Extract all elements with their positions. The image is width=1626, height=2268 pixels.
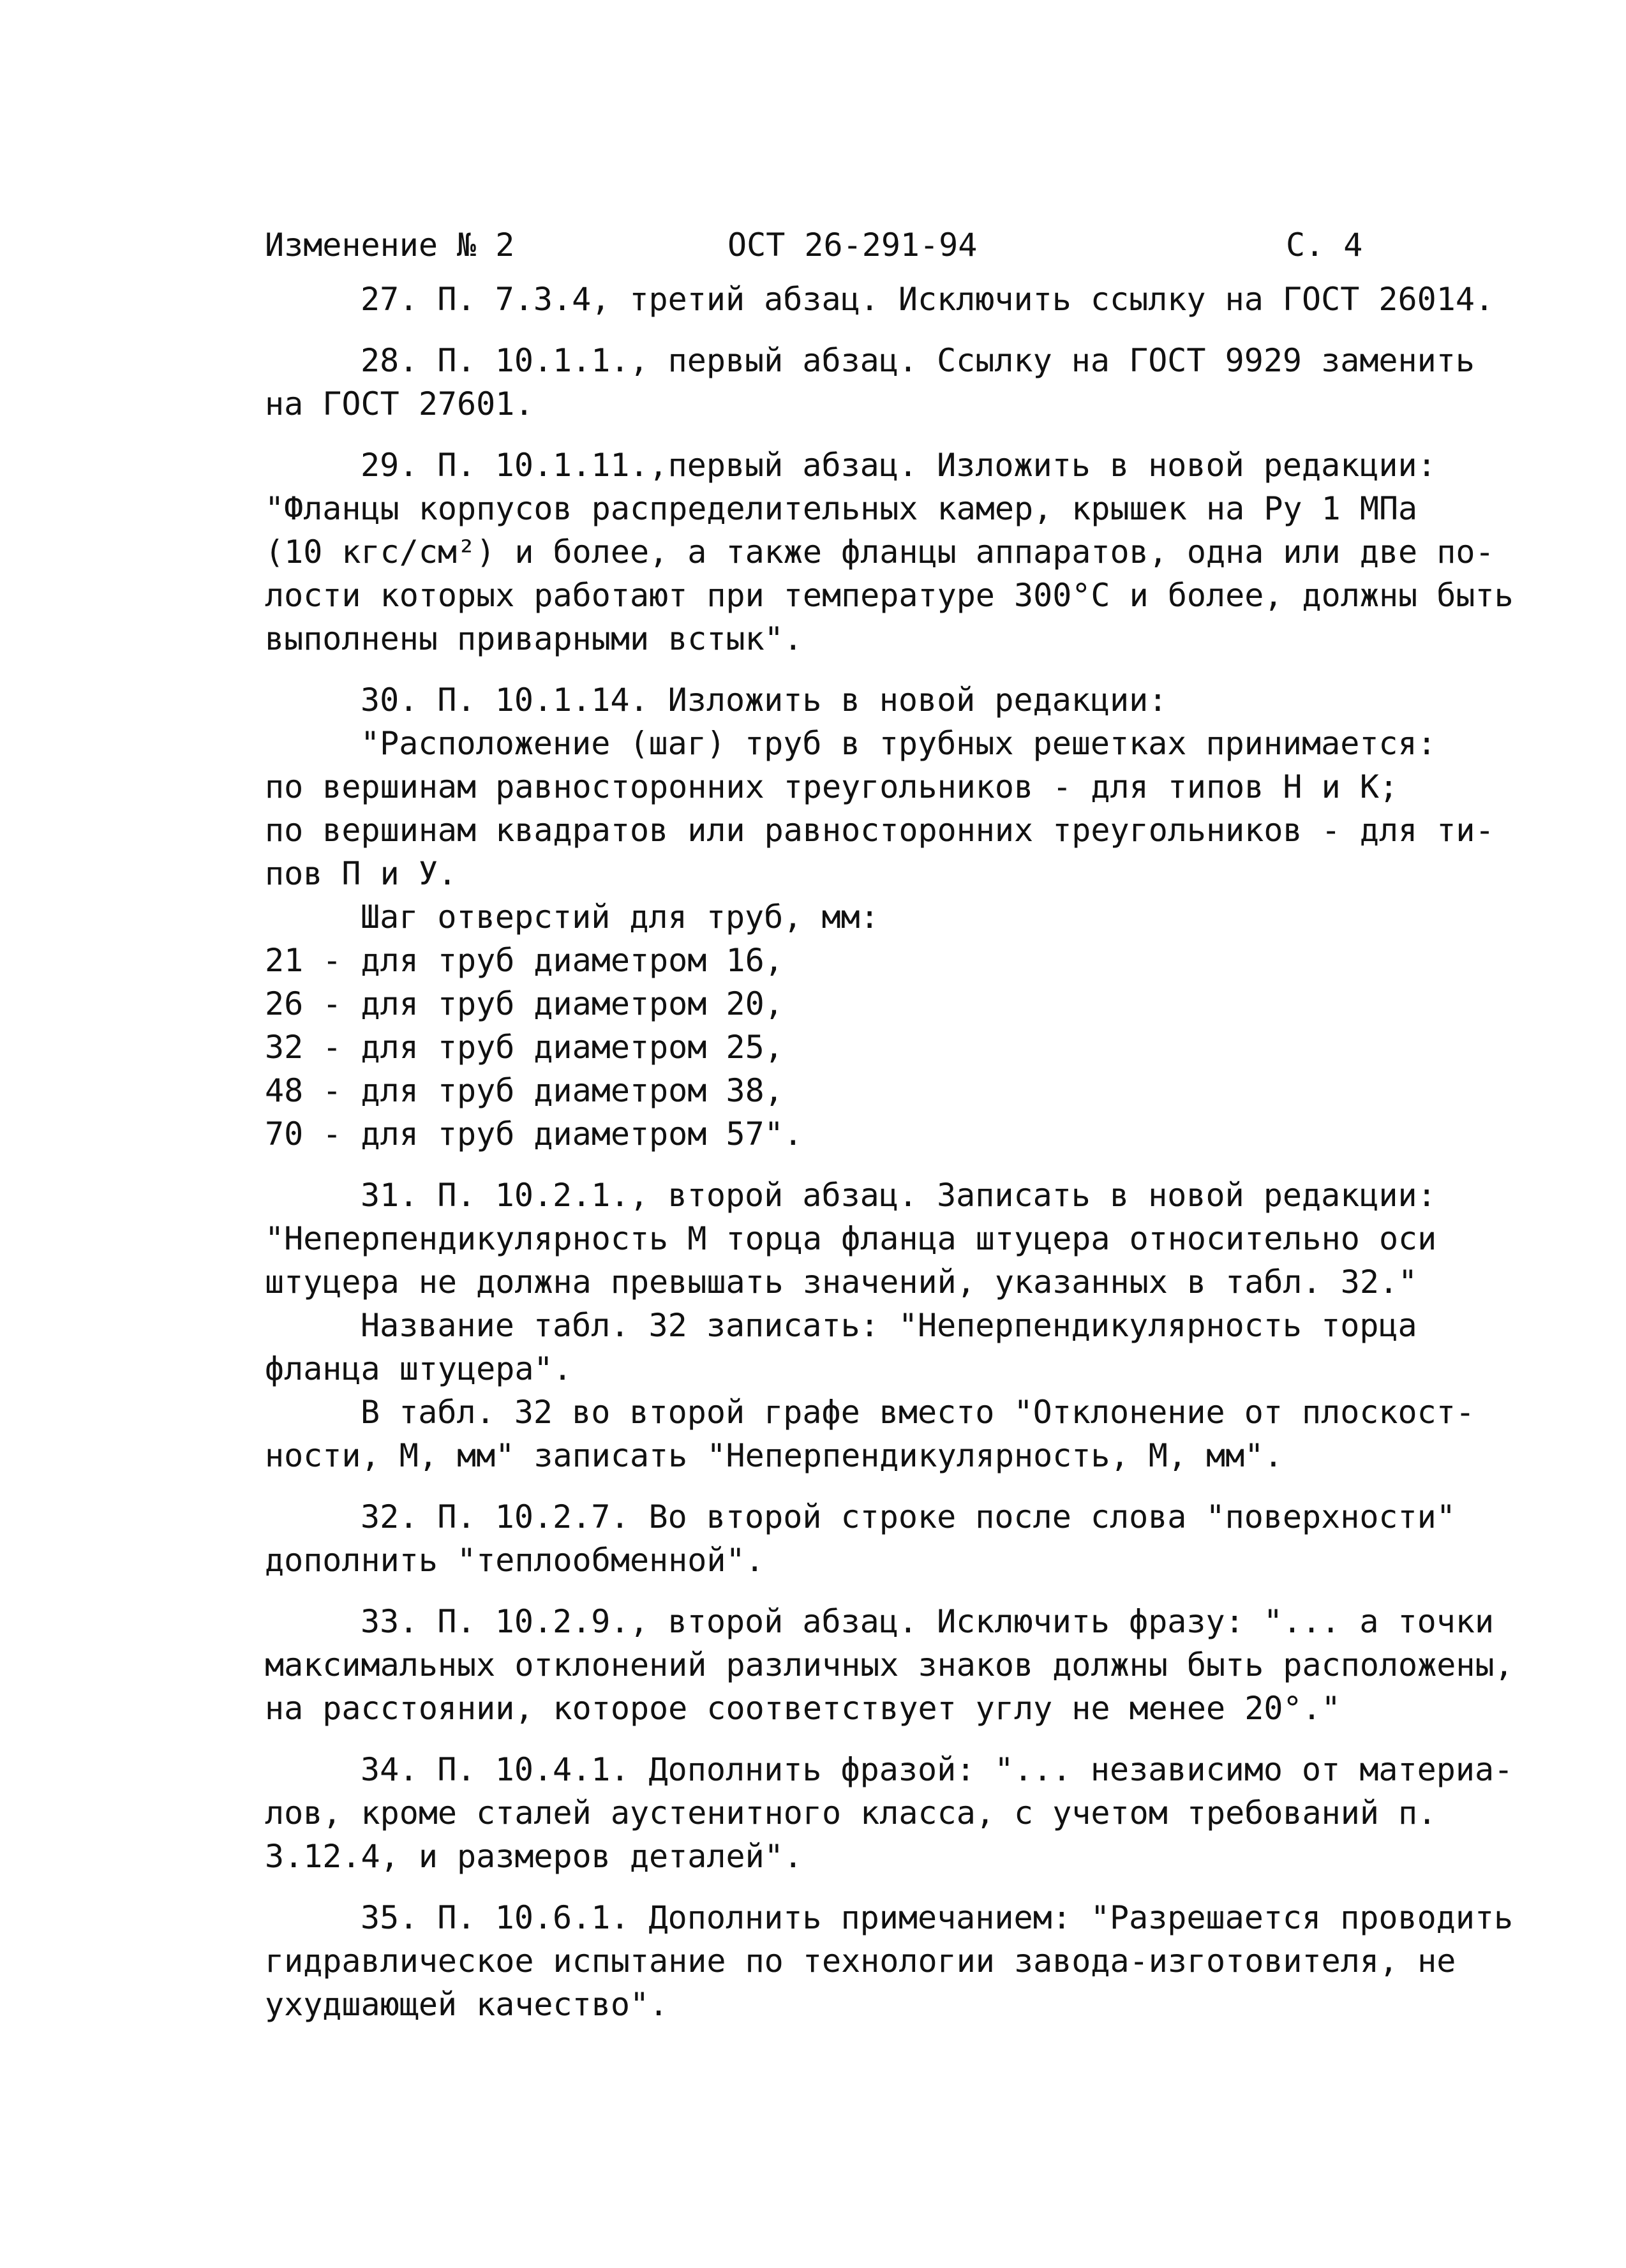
- text-line: дополнить "теплообменной".: [265, 1542, 765, 1579]
- page-number: С. 4: [1286, 227, 1363, 264]
- text-line: 27. П. 7.3.4, третий абзац. Исключить ссылку на ГОСТ 26014.: [361, 281, 1495, 318]
- text-line: 28. П. 10.1.1., первый абзац. Ссылку на ГОСТ 9929 заменить: [361, 342, 1475, 379]
- pitch-list-item: 70 - для труб диаметром 57".: [265, 1115, 803, 1153]
- text-line: лов, кроме сталей аустенитного класса, с учетом требований п.: [265, 1794, 1437, 1832]
- pitch-list-item: 21 - для труб диаметром 16,: [265, 942, 784, 979]
- amendment-number: Изменение № 2: [265, 227, 515, 264]
- text-line: фланца штуцера".: [265, 1350, 572, 1387]
- text-line: "Расположение (шаг) труб в трубных решетках принимается:: [361, 725, 1436, 762]
- pitch-list-item: 48 - для труб диаметром 38,: [265, 1072, 784, 1109]
- text-line: 31. П. 10.2.1., второй абзац. Записать в новой редакции:: [361, 1177, 1436, 1214]
- text-line: максимальных отклонений различных знаков должны быть расположены,: [265, 1646, 1514, 1683]
- text-line: по вершинам равносторонних треугольников - для типов Н и К;: [265, 768, 1399, 805]
- text-line: ухудшающей качество".: [265, 1986, 669, 2023]
- text-line: 3.12.4, и размеров деталей".: [265, 1838, 803, 1875]
- text-line: "Фланцы корпусов распределительных камер, крышек на Ру 1 МПа: [265, 490, 1418, 527]
- text-line: штуцера не должна превышать значений, указанных в табл. 32.": [265, 1264, 1418, 1301]
- standard-number: ОСТ 26-291-94: [727, 227, 978, 264]
- text-line: В табл. 32 во второй графе вместо "Отклонение от плоскост-: [361, 1394, 1475, 1431]
- text-line: по вершинам квадратов или равносторонних треугольников - для ти-: [265, 812, 1495, 849]
- text-line: 32. П. 10.2.7. Во второй строке после слова "поверхности": [361, 1498, 1456, 1535]
- text-line: "Неперпендикулярность М торца фланца штуцера относительно оси: [265, 1220, 1437, 1257]
- text-line: на расстоянии, которое соответствует углу не менее 20°.": [265, 1690, 1341, 1727]
- text-line: на ГОСТ 27601.: [265, 385, 534, 422]
- text-line: 30. П. 10.1.14. Изложить в новой редакции:: [361, 682, 1168, 719]
- text-line: ности, М, мм" записать "Неперпендикулярность, М, мм".: [265, 1437, 1283, 1474]
- pitch-list-item: 32 - для труб диаметром 25,: [265, 1029, 784, 1066]
- text-line: (10 кгс/см²) и более, а также фланцы аппаратов, одна или две по-: [265, 533, 1495, 571]
- document-body: [265, 278, 1514, 2026]
- text-line: гидравлическое испытание по технологии завода-изготовителя, не: [265, 1943, 1456, 1980]
- text-line: выполнены приварными встык".: [265, 620, 803, 657]
- text-line: 35. П. 10.6.1. Дополнить примечанием: "Разрешается проводить: [361, 1899, 1514, 1936]
- text-line: 33. П. 10.2.9., второй абзац. Исключить фразу: "... а точки: [361, 1603, 1495, 1640]
- page-header: [265, 227, 1369, 278]
- text-line: Название табл. 32 записать: "Неперпендикулярность торца: [361, 1307, 1417, 1344]
- text-line: Шаг отверстий для труб, мм:: [361, 899, 879, 936]
- text-line: пов П и У.: [265, 855, 458, 892]
- pitch-list-item: 26 - для труб диаметром 20,: [265, 985, 784, 1022]
- text-line: лости которых работают при температуре 300°С и более, должны быть: [265, 577, 1514, 614]
- text-line: 29. П. 10.1.11.,первый абзац. Изложить в новой редакции:: [361, 447, 1436, 484]
- text-line: 34. П. 10.4.1. Дополнить фразой: "... независимо от материа-: [361, 1751, 1514, 1788]
